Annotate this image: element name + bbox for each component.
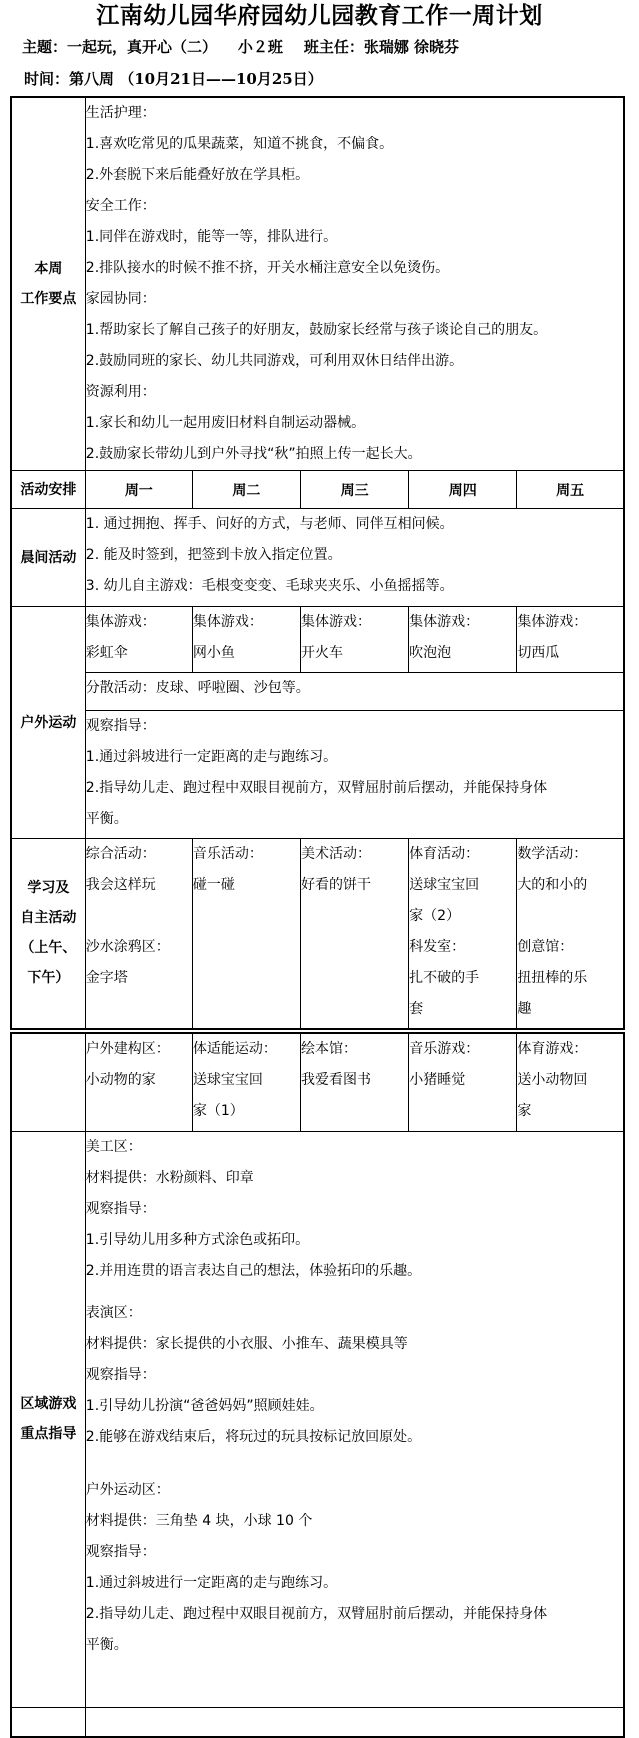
study-line: 创意馆：: [517, 939, 574, 955]
day-thursday: 周四: [409, 471, 517, 509]
area-line: 平衡。: [85, 1636, 128, 1653]
study-line: 音乐游戏：: [409, 1041, 480, 1057]
study2-friday: [517, 1033, 624, 1131]
group-game-tuesday: [192, 607, 300, 673]
focus-line: 2.外套脱下来后能叠好放在学具柜。: [85, 167, 310, 183]
focus-line: 资源利用：: [85, 384, 156, 400]
outdoor-guide-line: 观察指导：: [85, 718, 156, 734]
group-game-name: 网小鱼: [192, 645, 235, 661]
group-game-friday: [517, 607, 624, 673]
group-game-type: 集体游戏：: [301, 614, 371, 630]
outdoor-guide-line: 1.通过斜坡进行一定距离的走与跑练习。: [85, 749, 338, 765]
focus-line: 1.喜欢吃常见的瓜果蔬菜，知道不挑食，不偏食。: [85, 136, 394, 152]
theme-text: 主题：一起玩，真开心（二）: [22, 38, 218, 56]
outdoor-guide-line: 2.指导幼儿走、跑过程中双眼目视前方，双臂屈肘前后摆动，并能保持身体: [85, 780, 548, 796]
study-line: 大的和小的: [517, 877, 588, 893]
day-monday: 周一: [85, 471, 192, 509]
study-line: 体适能运动：: [192, 1041, 277, 1057]
study-line: 趣: [517, 1001, 532, 1017]
area-line: 表演区：: [85, 1304, 142, 1321]
study-line: 家: [517, 1103, 532, 1119]
group-game-name: 吹泡泡: [409, 645, 452, 661]
study-line: 扎不破的手: [409, 970, 480, 986]
group-game-name: 彩虹伞: [85, 645, 128, 661]
study-line: 家（2）: [409, 908, 461, 924]
group-game-thursday: [409, 607, 517, 673]
study-line: 体育游戏：: [517, 1041, 588, 1057]
area-line: 材料提供：水粉颜料、印章: [85, 1169, 254, 1186]
focus-line: 生活护理：: [85, 105, 156, 121]
schedule-label: 活动安排: [11, 471, 85, 509]
group-game-name: 开火车: [301, 645, 343, 661]
area-label: [11, 1131, 85, 1707]
group-game-type: 集体游戏：: [409, 614, 480, 630]
area-content: [85, 1131, 624, 1707]
study-line: 音乐活动：: [192, 846, 263, 862]
area-label-line: 重点指导: [20, 1426, 77, 1442]
area-line: 1.通过斜坡进行一定距离的走与跑练习。: [85, 1574, 338, 1591]
outdoor-guide-line: 平衡。: [85, 811, 128, 827]
study-line: 综合活动：: [85, 846, 156, 862]
focus-line: 1.帮助家长了解自己孩子的好朋友，鼓励家长经常与孩子谈论自己的朋友。: [85, 322, 548, 338]
focus-label: [11, 97, 85, 471]
study2-wednesday: [301, 1033, 409, 1131]
focus-line: 家园协同：: [85, 291, 156, 307]
area-line: 观察指导：: [85, 1366, 156, 1383]
group-game-type: 集体游戏：: [192, 614, 263, 630]
theme-info-line: [22, 36, 639, 58]
study-line: 我爱看图书: [301, 1072, 372, 1088]
group-game-name: 切西瓜: [517, 645, 560, 661]
study-line: 扭扭棒的乐: [517, 970, 588, 986]
study-line: 送球宝宝回: [409, 877, 480, 893]
area-line: 2.指导幼儿走、跑过程中双眼目视前方，双臂屈肘前后摆动，并能保持身体: [85, 1605, 548, 1622]
area-line: 观察指导：: [85, 1200, 156, 1217]
study-label: [11, 839, 85, 1029]
study-line: 碰一碰: [192, 877, 235, 893]
study-friday: [517, 839, 624, 1029]
outdoor-label: 户外运动: [11, 607, 85, 839]
area-line: 户外运动区：: [85, 1481, 170, 1498]
focus-line: 1.同伴在游戏时，能等一等，排队进行。: [85, 229, 338, 245]
area-line: 材料提供：家长提供的小衣服、小推车、蔬果模具等: [85, 1335, 408, 1352]
study-line: 家（1）: [192, 1103, 244, 1119]
study-line: 小猪睡觉: [409, 1072, 466, 1088]
study-line: 我会这样玩: [85, 877, 156, 893]
area-line: 1.引导幼儿扮演“爸爸妈妈”照顾娃娃。: [85, 1397, 324, 1414]
day-friday: 周五: [517, 471, 624, 509]
day-tuesday: 周二: [192, 471, 300, 509]
study-line: 户外建构区：: [85, 1041, 170, 1057]
study-line: [517, 901, 623, 932]
study-line: 好看的饼干: [301, 877, 371, 893]
study-continued-label: [11, 1033, 85, 1131]
focus-line: 2.排队接水的时候不推不挤，开关水桶注意安全以免烫伤。: [85, 260, 450, 276]
study2-tuesday: [192, 1033, 300, 1131]
outdoor-guide: [85, 711, 624, 839]
study-line: 科发室：: [409, 939, 466, 955]
study-monday: [85, 839, 192, 1029]
area-line: 2.并用连贯的语言表达自己的想法，体验拓印的乐趣。: [85, 1262, 422, 1279]
day-wednesday: 周三: [301, 471, 409, 509]
focus-line: 2.鼓励同班的家长、幼儿共同游戏，可利用双休日结伴出游。: [85, 353, 464, 369]
study-line: 小动物的家: [85, 1072, 156, 1088]
study-label-line: （上午、: [20, 940, 77, 957]
study-tuesday: [192, 839, 300, 1029]
teacher-text: 班主任：张瑞娜 徐晓芬: [303, 38, 460, 56]
focus-line: 1.家长和幼儿一起用废旧材料自制运动器械。: [85, 415, 366, 431]
study2-monday: [85, 1033, 192, 1131]
morning-line: 3. 幼儿自主游戏：毛根变变变、毛球夹夹乐、小鱼摇摇等。: [85, 578, 454, 594]
study-line: 绘本馆：: [301, 1041, 358, 1057]
focus-line: 2.鼓励家长带幼儿到户外寻找“秋”拍照上传一起长大。: [85, 446, 422, 462]
morning-label: 晨间活动: [11, 509, 85, 607]
area-line: 美工区：: [85, 1138, 142, 1155]
page-title: 江南幼儿园华府园幼儿园教育工作一周计划: [96, 2, 543, 29]
study-label-line: 学习及: [27, 880, 70, 897]
morning-content: [85, 509, 624, 607]
focus-content: [85, 97, 624, 471]
study-line: 金字塔: [85, 970, 128, 986]
class-name: 小２班: [237, 38, 283, 56]
focus-label-line-2: 工作要点: [20, 291, 77, 307]
free-play-text: 分散活动：皮球、呼啦圈、沙包等。: [85, 680, 310, 696]
study2-thursday: [409, 1033, 517, 1131]
study-line: 送小动物回: [517, 1072, 588, 1088]
study-line: 美术活动：: [301, 846, 371, 862]
morning-line: 1. 通过拥抱、挥手、问好的方式，与老师、同伴互相问候。: [85, 516, 454, 532]
focus-label-line-1: 本周: [34, 261, 63, 277]
study-thursday: [409, 839, 517, 1029]
group-game-monday: [85, 607, 192, 673]
time-text: 时间：第八周 （10月21日——10月25日）: [24, 70, 323, 88]
focus-line: 安全工作：: [85, 198, 156, 214]
plan-table-page-2: [10, 1032, 625, 1738]
group-game-type: 集体游戏：: [85, 614, 156, 630]
study-wednesday: [301, 839, 409, 1029]
study-line: [86, 901, 192, 932]
study-line: 沙水涂鸦区：: [85, 939, 170, 955]
area-line: 材料提供：三角垫 4 块，小球 10 个: [85, 1512, 313, 1529]
study-label-line: 自主活动: [20, 910, 77, 927]
morning-line: 2. 能及时签到，把签到卡放入指定位置。: [85, 547, 342, 563]
study-line: 送球宝宝回: [192, 1072, 263, 1088]
study-label-line: 下午）: [27, 970, 70, 987]
plan-table-page-1: [10, 96, 625, 1030]
study-line: 套: [409, 1001, 424, 1017]
free-play: [85, 673, 624, 711]
area-label-line: 区域游戏: [20, 1396, 77, 1412]
study-line: 数学活动：: [517, 846, 588, 862]
area-line: 1.引导幼儿用多种方式涂色或拓印。: [85, 1231, 310, 1248]
area-line: 观察指导：: [85, 1543, 156, 1560]
area-line: 2.能够在游戏结束后，将玩过的玩具按标记放回原处。: [85, 1428, 422, 1445]
group-game-type: 集体游戏：: [517, 614, 588, 630]
group-game-wednesday: [301, 607, 409, 673]
study-line: 体育活动：: [409, 846, 480, 862]
